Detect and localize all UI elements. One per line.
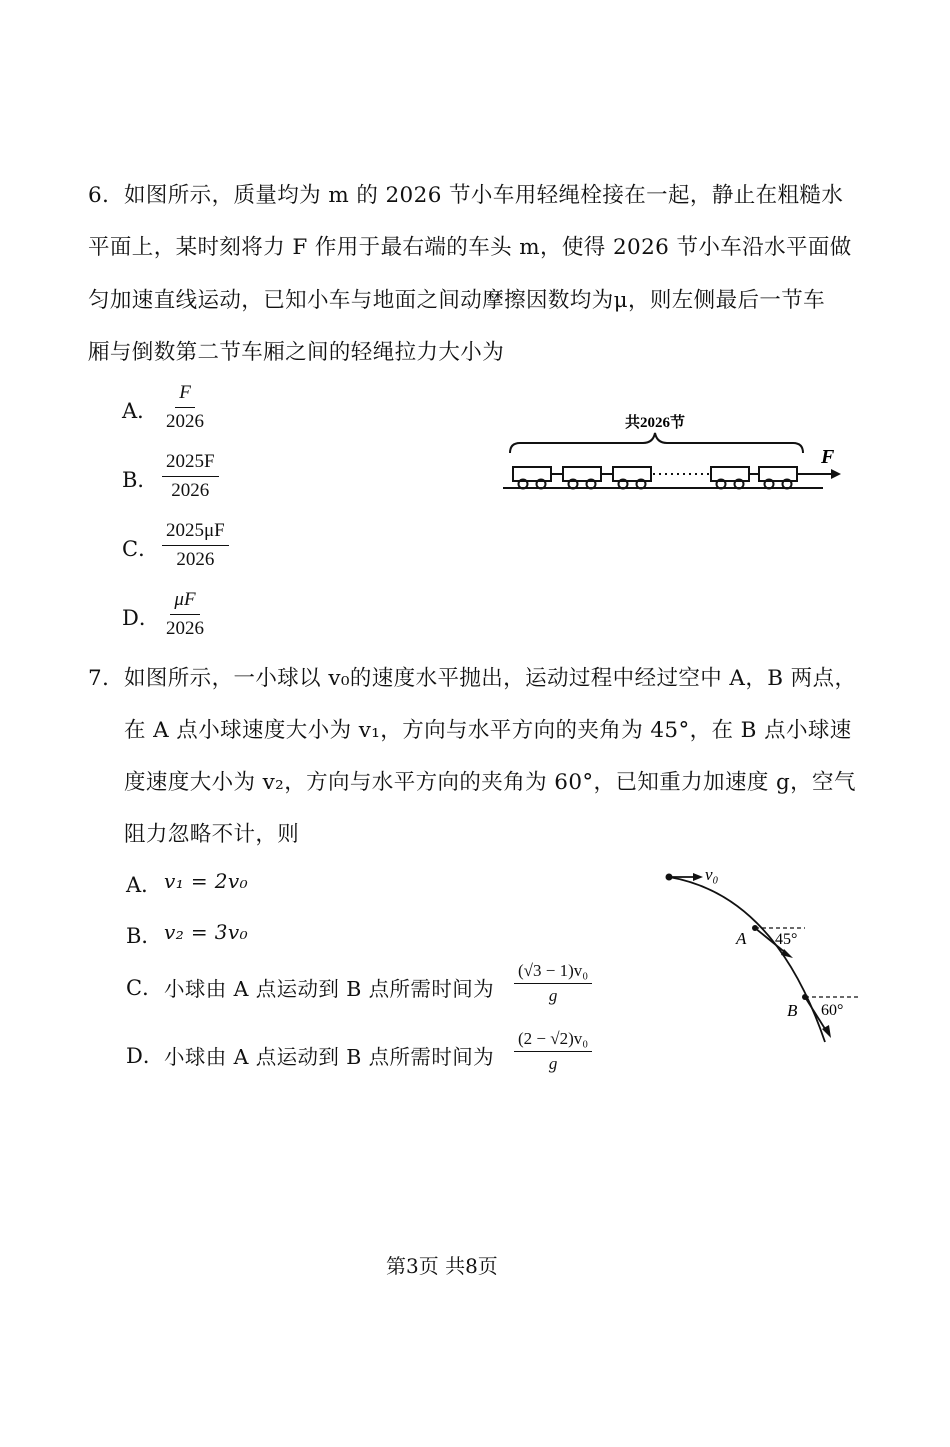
cart bbox=[711, 467, 749, 489]
point-b-label: B bbox=[787, 1001, 798, 1020]
q6-option-a-letter: A． bbox=[122, 399, 159, 423]
q6-line-3: 匀加速直线运动，已知小车与地面之间动摩擦因数均为μ，则左侧最后一节车 bbox=[88, 288, 826, 313]
q7-option-d-denominator: g bbox=[548, 1054, 558, 1073]
q6-train-figure bbox=[495, 405, 855, 505]
q6-option-c-fraction bbox=[162, 519, 229, 572]
q7-option-d-letter: D． bbox=[126, 1044, 164, 1068]
cart bbox=[613, 467, 651, 489]
q6-line-1: 6．如图所示，质量均为 m 的 2026 节小车用轻绳栓接在一起，静止在粗糙水 bbox=[88, 183, 844, 208]
q6-option-b-numerator: 2025F bbox=[162, 450, 219, 477]
q7-option-a-letter: A． bbox=[126, 873, 163, 897]
q7-option-a-text: v₁ = 2v₀ bbox=[164, 869, 249, 893]
q7-option-c-text: 小球由 A 点运动到 B 点所需时间为 bbox=[164, 977, 495, 1001]
q6-option-d-numerator: μF bbox=[170, 588, 199, 615]
force-arrow-head bbox=[831, 469, 841, 479]
q7-option-c-letter: C． bbox=[126, 976, 164, 1000]
q6-line-4: 厢与倒数第二节车厢之间的轻绳拉力大小为 bbox=[88, 340, 505, 365]
q6-line-2: 平面上，某时刻将力 F 作用于最右端的车头 m，使得 2026 节小车沿水平面做 bbox=[88, 235, 852, 260]
q7-option-c-denominator: g bbox=[548, 986, 558, 1005]
q6-option-d-denominator: 2026 bbox=[166, 618, 204, 639]
q6-option-a-fraction bbox=[162, 381, 208, 434]
q6-option-c-denominator: 2026 bbox=[176, 549, 215, 570]
point-a-label: A bbox=[736, 929, 747, 948]
q7-option-c-numerator: (√3 − 1)v₀ bbox=[514, 961, 592, 984]
cart bbox=[513, 467, 551, 489]
q7-line-4: 阻力忽略不计，则 bbox=[124, 822, 300, 847]
q7-option-b-text: v₂ = 3v₀ bbox=[164, 920, 249, 944]
q7-trajectory-figure bbox=[655, 860, 870, 1060]
q6-option-d-fraction bbox=[162, 588, 208, 641]
force-label: F bbox=[821, 446, 835, 468]
q7-option-d-fraction bbox=[514, 1029, 592, 1074]
q7-line-3: 度速度大小为 v₂，方向与水平方向的夹角为 60°，已知重力加速度 g，空气 bbox=[124, 770, 856, 795]
v0-arrow-head bbox=[693, 873, 703, 881]
brace-label: 共2026节 bbox=[624, 415, 686, 431]
cart bbox=[563, 467, 601, 489]
q7-option-d-text: 小球由 A 点运动到 B 点所需时间为 bbox=[164, 1045, 495, 1069]
brace bbox=[510, 433, 803, 453]
q6-option-a-denominator: 2026 bbox=[166, 411, 204, 432]
q7-line-1: 7．如图所示，一小球以 v₀的速度水平抛出，运动过程中经过空中 A，B 两点， bbox=[88, 666, 857, 691]
q6-option-b-denominator: 2026 bbox=[171, 480, 210, 501]
q6-option-b-fraction bbox=[162, 450, 219, 503]
q7-option-c-fraction bbox=[514, 961, 592, 1006]
q7-option-b-letter: B． bbox=[126, 924, 163, 948]
v0-label: v₀ bbox=[705, 865, 719, 884]
page-footer: 第3页 共8页 bbox=[386, 1254, 498, 1278]
q7-option-d-numerator: (2 − √2)v₀ bbox=[514, 1029, 592, 1052]
cart-head bbox=[759, 467, 797, 489]
angle-b-label: 60° bbox=[821, 1002, 844, 1019]
trajectory-curve bbox=[669, 877, 825, 1042]
q6-option-c-numerator: 2025μF bbox=[162, 519, 229, 546]
angle-a-label: 45° bbox=[775, 931, 798, 948]
q6-option-c-letter: C． bbox=[122, 537, 160, 561]
q6-option-b-letter: B． bbox=[122, 468, 159, 492]
q6-option-a-numerator: F bbox=[175, 381, 195, 408]
q6-option-d-letter: D． bbox=[122, 606, 160, 630]
q7-line-2: 在 A 点小球速度大小为 v₁，方向与水平方向的夹角为 45°，在 B 点小球速 bbox=[124, 718, 852, 743]
